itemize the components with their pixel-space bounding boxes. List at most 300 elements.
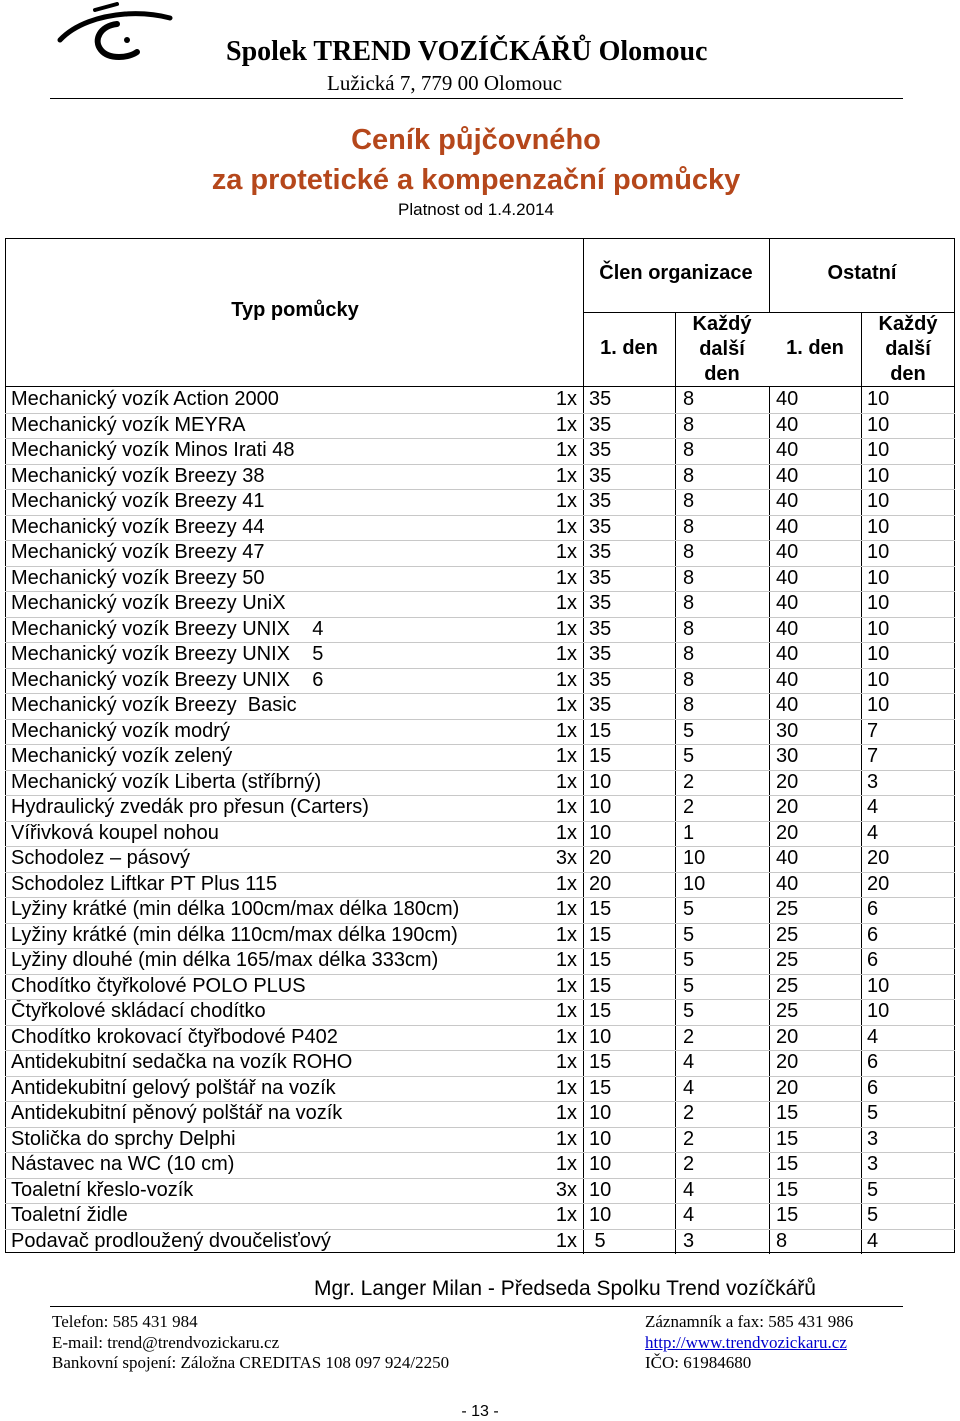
cell-item-name: Mechanický vozík modrý [11,719,230,742]
cell-member-first-day: 35 [589,668,612,691]
row-separator [5,591,955,592]
row-separator [5,668,955,669]
cell-others-first-day: 8 [776,1229,788,1252]
cell-quantity: 1x [555,923,577,946]
cell-quantity: 3x [555,1178,577,1201]
cell-member-next-day: 2 [683,1127,695,1150]
cell-member-first-day: 35 [589,464,612,487]
cell-item-name: Mechanický vozík Breezy Basic [11,694,297,716]
cell-others-first-day: 40 [776,617,799,640]
cell-quantity: 1x [555,770,577,793]
table-row [5,744,955,770]
cell-others-first-day: 20 [776,821,799,844]
cell-item-name: Antidekubitní sedačka na vozík ROHO [11,1051,353,1073]
cell-member-first-day: 15 [589,949,612,971]
cell-others-first-day: 20 [776,796,799,818]
row-separator [5,413,955,414]
signature: Mgr. Langer Milan - Předseda Spolku Trend vozíčkářů [314,1277,816,1300]
row-separator [5,897,955,898]
row-separator [5,1101,955,1102]
cell-member-next-day: 8 [683,668,695,691]
cell-quantity: 3x [555,847,577,869]
cell-member-next-day: 8 [683,439,695,461]
footer-fax: Záznamník a fax: 585 431 986 [645,1312,854,1331]
row-separator [5,1025,955,1026]
row-separator [5,1203,955,1204]
cell-others-next-day: 10 [867,413,890,436]
cell-quantity: 1x [555,1153,577,1175]
footer-ico: IČO: 61984680 [645,1353,752,1372]
cell-others-next-day: 10 [867,464,890,487]
cell-others-next-day: 10 [867,388,890,410]
table-row [5,1025,955,1051]
column-group-others: Ostatní [827,262,897,284]
footer-website-link[interactable]: http://www.trendvozickaru.cz [645,1332,847,1352]
table-row [5,1101,955,1127]
cell-others-first-day: 15 [776,1153,799,1175]
cell-others-next-day: 10 [867,490,890,512]
cell-member-next-day: 10 [683,847,706,869]
cell-member-first-day: 10 [589,1178,612,1201]
cell-member-first-day: 10 [589,821,612,844]
cell-member-next-day: 8 [683,413,695,436]
cell-member-next-day: 4 [683,1204,695,1226]
cell-member-first-day: 15 [589,745,612,767]
header-divider-type [583,238,584,388]
table-row [5,999,955,1025]
cell-member-first-day: 35 [589,439,612,461]
cell-member-next-day: 8 [683,464,695,487]
cell-item-name: Antidekubitní pěnový polštář na vozík [11,1102,343,1124]
cell-item-name: Schodolez Liftkar PT Plus 115 [11,872,278,895]
cell-item-name: Antidekubitní gelový polštář na vozík [11,1076,336,1099]
organization-name: Spolek TREND VOZÍČKÁŘŮ Olomouc [226,36,708,67]
table-row [5,897,955,923]
table-row [5,617,955,643]
cell-quantity: 1x [555,1102,577,1124]
cell-others-next-day: 10 [867,592,890,614]
cell-others-first-day: 15 [776,1127,799,1150]
cell-others-first-day: 25 [776,949,799,971]
cell-member-next-day: 8 [683,617,695,640]
row-separator [5,438,955,439]
cell-item-name: Mechanický vozík Action 2000 [11,388,279,410]
row-separator [5,540,955,541]
cell-others-first-day: 25 [776,923,799,946]
cell-others-next-day: 10 [867,643,890,665]
row-separator [5,1152,955,1153]
table-row [5,1076,955,1102]
cell-others-first-day: 40 [776,388,799,410]
next-day-line2: další [699,338,745,360]
cell-quantity: 1x [555,388,577,410]
table-row [5,1050,955,1076]
cell-member-first-day: 10 [589,1153,612,1175]
next-day-line2: další [885,338,931,360]
cell-item-name: Lyžiny dlouhé (min délka 165/max délka 333cm) [11,949,439,971]
next-day-line3: den [704,363,740,385]
cell-member-next-day: 2 [683,770,695,793]
row-separator [5,999,955,1000]
row-separator [5,770,955,771]
cell-member-first-day: 20 [589,847,612,869]
table-row [5,1229,955,1255]
cell-quantity: 1x [555,1051,577,1073]
cell-member-next-day: 8 [683,592,695,614]
cell-quantity: 1x [555,821,577,844]
cell-others-next-day: 3 [867,1127,879,1150]
cell-member-first-day: 35 [589,388,612,410]
cell-item-name: Mechanický vozík Breezy 44 [11,515,265,538]
page-title: Ceník půjčovného [351,124,601,156]
cell-others-next-day: 4 [867,1229,879,1252]
footer-phone: Telefon: 585 431 984 [52,1312,198,1331]
cell-member-next-day: 2 [683,796,695,818]
next-day-line1: Každý [692,313,752,335]
column-group-member: Člen organizace [599,262,753,284]
cell-member-first-day: 5 [589,1229,606,1252]
row-separator [5,566,955,567]
column-header-others-first-day: 1. den [786,337,844,359]
cell-member-first-day: 10 [589,1204,612,1226]
cell-member-first-day: 35 [589,490,612,512]
cell-member-first-day: 10 [589,770,612,793]
cell-others-first-day: 15 [776,1204,799,1226]
table-border-top [5,238,955,239]
row-separator [5,693,955,694]
cell-member-first-day: 35 [589,566,612,589]
row-separator [5,1076,955,1077]
cell-member-first-day: 15 [589,1076,612,1099]
cell-member-next-day: 5 [683,1000,695,1022]
row-separator [5,948,955,949]
cell-member-next-day: 5 [683,923,695,946]
cell-others-first-day: 40 [776,413,799,436]
cell-others-next-day: 20 [867,872,890,895]
cell-item-name: Chodítko krokovací čtyřbodové P402 [11,1025,338,1048]
cell-quantity: 1x [555,413,577,436]
row-separator [5,1127,955,1128]
column-header-member-first-day: 1. den [600,337,658,359]
cell-item-name: Mechanický vozík Breezy 50 [11,566,265,589]
cell-member-next-day: 2 [683,1025,695,1048]
cell-others-first-day: 30 [776,719,799,742]
cell-others-next-day: 10 [867,515,890,538]
cell-quantity: 1x [555,439,577,461]
cell-others-first-day: 40 [776,439,799,461]
table-row [5,693,955,719]
row-separator [5,744,955,745]
cell-item-name: Mechanický vozík Breezy 41 [11,490,265,512]
cell-member-next-day: 5 [683,974,695,997]
cell-item-name: Čtyřkolové skládací chodítko [11,1000,266,1022]
cell-quantity: 1x [555,617,577,640]
cell-item-name: Chodítko čtyřkolové POLO PLUS [11,974,306,997]
row-separator [5,923,955,924]
cell-others-first-day: 20 [776,1051,799,1073]
cell-item-name: Mechanický vozík Breezy 47 [11,541,265,563]
row-separator [5,1229,955,1230]
cell-others-next-day: 5 [867,1102,879,1124]
cell-others-first-day: 30 [776,745,799,767]
table-row [5,515,955,541]
row-separator [5,1050,955,1051]
cell-others-first-day: 40 [776,668,799,691]
footer-contact-right [645,1312,853,1374]
cell-member-next-day: 3 [683,1229,695,1252]
row-separator [5,795,955,796]
cell-quantity: 1x [555,1229,577,1252]
cell-member-first-day: 10 [589,796,612,818]
row-separator [5,846,955,847]
cell-member-first-day: 35 [589,617,612,640]
cell-others-next-day: 3 [867,1153,879,1175]
cell-member-first-day: 15 [589,719,612,742]
table-row [5,464,955,490]
cell-item-name: Mechanický vozík Breezy UNIX 4 [11,617,324,640]
cell-item-name: Schodolez – pásový [11,847,191,869]
page-number: - 13 - [461,1403,499,1420]
cell-others-next-day: 6 [867,1051,879,1073]
table-row [5,438,955,464]
cell-quantity: 1x [555,1000,577,1022]
cell-quantity: 1x [555,974,577,997]
cell-member-next-day: 8 [683,490,695,512]
cell-others-first-day: 40 [776,541,799,563]
cell-others-next-day: 10 [867,668,890,691]
cell-member-first-day: 35 [589,643,612,665]
cell-member-first-day: 35 [589,413,612,436]
cell-quantity: 1x [555,719,577,742]
table-row [5,489,955,515]
table-row [5,566,955,592]
row-separator [5,1178,955,1179]
cell-others-next-day: 10 [867,541,890,563]
cell-member-first-day: 15 [589,923,612,946]
validity-date: Platnost od 1.4.2014 [398,200,554,219]
cell-others-next-day: 4 [867,821,879,844]
cell-quantity: 1x [555,668,577,691]
cell-member-first-day: 15 [589,1000,612,1022]
cell-quantity: 1x [555,592,577,614]
table-row [5,872,955,898]
cell-others-first-day: 40 [776,694,799,716]
cell-member-first-day: 15 [589,974,612,997]
cell-others-first-day: 40 [776,515,799,538]
cell-others-next-day: 4 [867,796,879,818]
cell-member-next-day: 8 [683,694,695,716]
cell-others-next-day: 5 [867,1178,879,1201]
cell-others-next-day: 6 [867,949,879,971]
cell-member-first-day: 10 [589,1102,612,1124]
cell-quantity: 1x [555,541,577,563]
cell-member-next-day: 10 [683,872,706,895]
footer-email: E-mail: trend@trendvozickaru.cz [52,1332,280,1352]
cell-others-next-day: 10 [867,439,890,461]
cell-others-next-day: 10 [867,1000,890,1022]
next-day-line3: den [890,363,926,385]
cell-item-name: Stolička do sprchy Delphi [11,1127,236,1150]
cell-member-first-day: 35 [589,515,612,538]
cell-member-next-day: 1 [683,821,695,844]
cell-member-next-day: 8 [683,388,695,410]
cell-others-next-day: 6 [867,898,879,920]
price-table [5,238,955,1253]
cell-item-name: Vířivková koupel nohou [11,821,219,844]
cell-others-first-day: 25 [776,974,799,997]
row-separator [5,719,955,720]
cell-item-name: Mechanický vozík Minos Irati 48 [11,439,295,461]
cell-quantity: 1x [555,796,577,818]
cell-member-next-day: 5 [683,898,695,920]
cell-others-next-day: 10 [867,566,890,589]
cell-others-next-day: 10 [867,617,890,640]
cell-item-name: Mechanický vozík Breezy UniX [11,592,286,614]
footer-bank: Bankovní spojení: Záložna CREDITAS 108 097 924/2250 [52,1353,450,1372]
cell-others-first-day: 15 [776,1102,799,1124]
cell-member-first-day: 20 [589,872,612,895]
table-row [5,1127,955,1153]
cell-others-first-day: 40 [776,490,799,512]
cell-item-name: Mechanický vozík Breezy UNIX 5 [11,643,324,665]
cell-quantity: 1x [555,872,577,895]
cell-quantity: 1x [555,1025,577,1048]
row-separator [5,872,955,873]
table-row [5,668,955,694]
cell-quantity: 1x [555,949,577,971]
cell-others-next-day: 10 [867,694,890,716]
cell-member-next-day: 2 [683,1102,695,1124]
cell-member-first-day: 15 [589,898,612,920]
cell-member-first-day: 35 [589,541,612,563]
row-separator [5,489,955,490]
cell-others-first-day: 25 [776,898,799,920]
cell-others-next-day: 6 [867,1076,879,1099]
cell-quantity: 1x [555,1076,577,1099]
cell-item-name: Lyžiny krátké (min délka 100cm/max délka 180cm) [11,898,460,920]
table-row [5,540,955,566]
cell-others-first-day: 40 [776,643,799,665]
cell-member-next-day: 5 [683,745,695,767]
cell-member-next-day: 4 [683,1178,695,1201]
organization-logo [55,2,175,64]
cell-quantity: 1x [555,745,577,767]
table-row [5,846,955,872]
cell-others-first-day: 25 [776,1000,799,1022]
cell-others-first-day: 40 [776,847,799,869]
cell-quantity: 1x [555,515,577,538]
table-row [5,948,955,974]
cell-quantity: 1x [555,464,577,487]
table-row [5,821,955,847]
table-row [5,1152,955,1178]
row-separator [5,642,955,643]
cell-others-next-day: 10 [867,974,890,997]
cell-others-first-day: 15 [776,1178,799,1201]
cell-item-name: Mechanický vozík Breezy UNIX 6 [11,668,324,691]
cell-item-name: Hydraulický zvedák pro přesun (Carters) [11,796,369,818]
cell-quantity: 1x [555,1204,577,1226]
table-row [5,387,955,413]
cell-item-name: Lyžiny krátké (min délka 110cm/max délka 190cm) [11,923,458,946]
cell-member-next-day: 8 [683,643,695,665]
row-separator [5,464,955,465]
cell-others-next-day: 20 [867,847,890,869]
cell-others-first-day: 20 [776,770,799,793]
cell-others-next-day: 4 [867,1025,879,1048]
cell-others-next-day: 6 [867,923,879,946]
row-separator [5,515,955,516]
cell-others-first-day: 40 [776,872,799,895]
table-row [5,642,955,668]
table-row [5,719,955,745]
cell-others-first-day: 40 [776,464,799,487]
cell-item-name: Mechanický vozík Liberta (stříbrný) [11,770,322,793]
cell-member-next-day: 8 [683,541,695,563]
page-subtitle: za protetické a kompenzační pomůcky [211,164,741,196]
table-row [5,770,955,796]
cell-others-next-day: 7 [867,745,879,767]
cell-member-next-day: 2 [683,1153,695,1175]
cell-quantity: 1x [555,490,577,512]
cell-quantity: 1x [555,898,577,920]
cell-quantity: 1x [555,694,577,716]
cell-item-name: Toaletní křeslo-vozík [11,1178,194,1201]
cell-item-name: Mechanický vozík MEYRA [11,413,246,436]
cell-member-next-day: 8 [683,515,695,538]
cell-others-first-day: 20 [776,1076,799,1099]
table-row [5,1203,955,1229]
next-day-line1: Každý [878,313,938,335]
cell-member-next-day: 4 [683,1076,695,1099]
cell-member-next-day: 5 [683,949,695,971]
cell-others-next-day: 5 [867,1204,879,1226]
cell-others-first-day: 40 [776,592,799,614]
footer-divider [50,1306,903,1307]
cell-item-name: Toaletní židle [11,1204,128,1226]
column-header-others-next-day [861,312,955,387]
cell-member-first-day: 10 [589,1025,612,1048]
cell-member-next-day: 5 [683,719,695,742]
table-row [5,591,955,617]
table-row [5,974,955,1000]
cell-member-first-day: 35 [589,592,612,614]
cell-member-next-day: 4 [683,1051,695,1073]
cell-item-name: Nástavec na WC (10 cm) [11,1153,235,1175]
column-header-type: Typ pomůcky [231,299,359,321]
table-row [5,923,955,949]
table-row [5,795,955,821]
cell-item-name: Podavač prodloužený dvoučelisťový [11,1229,331,1252]
cell-item-name: Mechanický vozík Breezy 38 [11,464,265,487]
footer-contact-left [52,1312,449,1374]
row-separator [5,821,955,822]
header-divider [50,98,903,99]
cell-others-next-day: 3 [867,770,879,793]
cell-item-name: Mechanický vozík zelený [11,745,233,767]
cell-quantity: 1x [555,643,577,665]
cell-quantity: 1x [555,1127,577,1150]
row-separator [5,617,955,618]
cell-member-first-day: 35 [589,694,612,716]
row-separator [5,974,955,975]
cell-member-first-day: 10 [589,1127,612,1150]
cell-member-next-day: 8 [683,566,695,589]
cell-others-first-day: 20 [776,1025,799,1048]
cell-quantity: 1x [555,566,577,589]
cell-member-first-day: 15 [589,1051,612,1073]
organization-address: Lužická 7, 779 00 Olomouc [327,71,563,95]
